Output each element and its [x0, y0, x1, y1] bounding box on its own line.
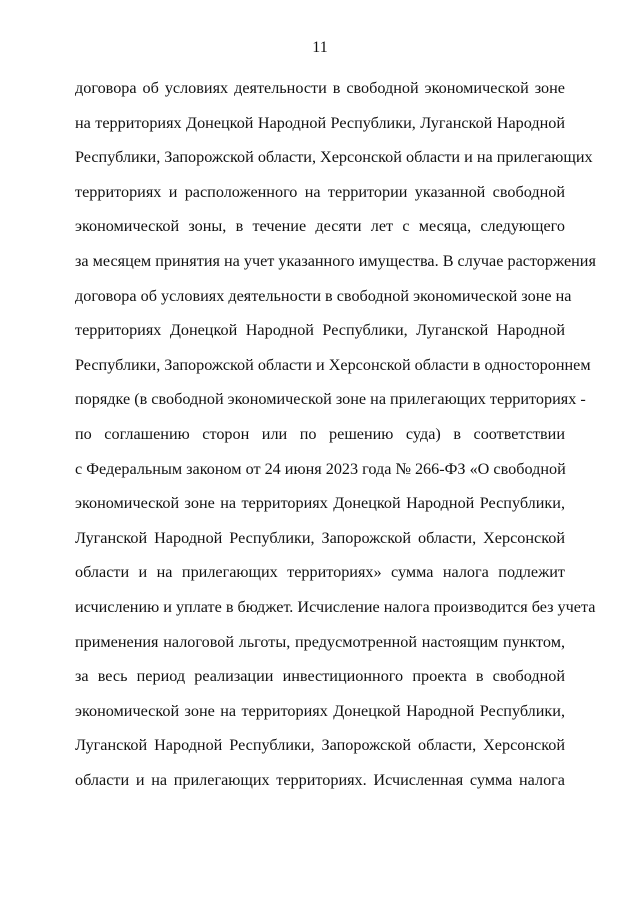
text-line: экономической зоне на территориях Донецкой Народной Республики, [75, 701, 565, 720]
text-line: территориях Донецкой Народной Республики, Луганской Народной [75, 321, 565, 340]
text-line: за месяцем принятия на учет указанного имущества. В случае расторжения [75, 251, 596, 270]
text-line: экономической зоне на территориях Донецкой Народной Республики, [75, 494, 565, 513]
text-line: с Федеральным законом от 24 июня 2023 года № 266-ФЗ «О свободной [75, 459, 566, 478]
text-line: Республики, Запорожской области, Херсонской области и на прилегающих [75, 148, 593, 167]
text-line: договора об условиях деятельности в свободной экономической зоне [75, 79, 565, 97]
text-line: применения налоговой льготы, предусмотренной настоящим пунктом, [75, 632, 565, 651]
text-line: по соглашению сторон или по решению суда) в соответствии [75, 424, 565, 443]
body-text [75, 78, 596, 804]
text-line: области и на прилегающих территориях» сумма налога подлежит [75, 563, 565, 582]
text-line: Республики, Запорожской области и Херсонской области в одностороннем [75, 355, 591, 374]
text-line: договора об условиях деятельности в свободной экономической зоне на [75, 286, 572, 305]
text-line: на территориях Донецкой Народной Республики, Луганской Народной [75, 113, 565, 132]
text-line: области и на прилегающих территориях. Исчисленная сумма налога [75, 770, 565, 789]
text-line: территориях и расположенного на территории указанной свободной [75, 182, 565, 201]
text-line: порядке (в свободной экономической зоне на прилегающих территориях - [75, 390, 586, 409]
text-line: Луганской Народной Республики, Запорожской области, Херсонской [75, 528, 565, 547]
text-line: Луганской Народной Республики, Запорожской области, Херсонской [75, 736, 565, 755]
text-line: исчислению и уплате в бюджет. Исчисление налога производится без учета [75, 597, 596, 616]
page-number: 11 [312, 39, 328, 56]
text-line: за весь период реализации инвестиционного проекта в свободной [75, 667, 565, 686]
text-line: экономической зоны, в течение десяти лет с месяца, следующего [75, 217, 565, 236]
